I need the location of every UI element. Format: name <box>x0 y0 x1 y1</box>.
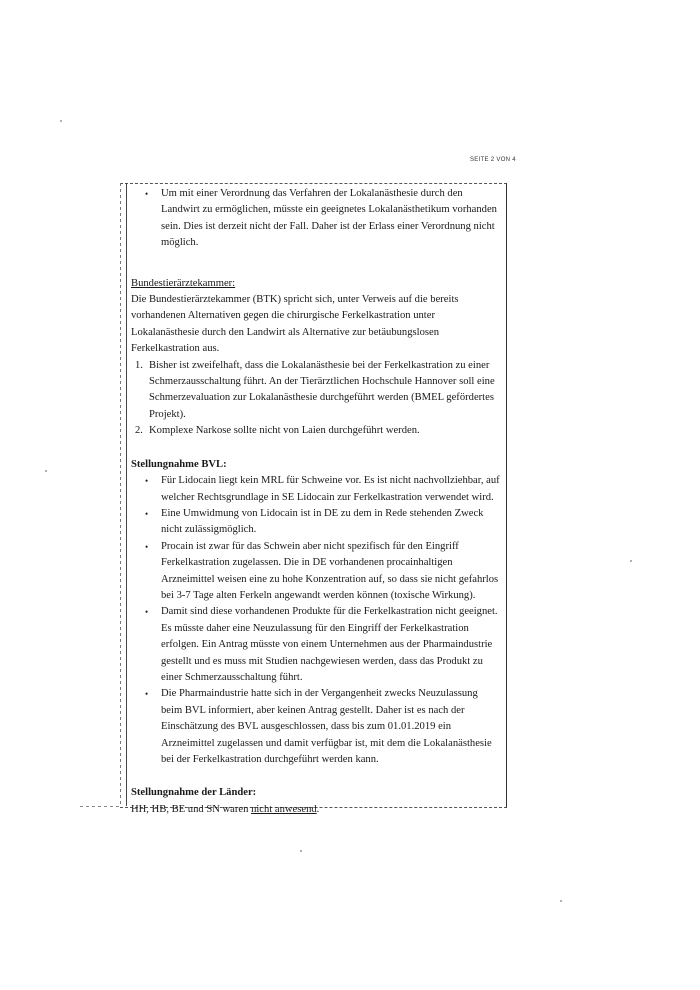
btk-intro: Die Bundestierärztekammer (BTK) spricht sich, unter Verweis auf die bereits vorhandenen Alternativen gegen die chirurgische Ferkelkastration unter Lokalanästhesie durch den Landwirt als Alternative zur betäubungslosen Ferkelkastration aus. <box>131 294 459 355</box>
bullet-icon: • <box>145 508 149 519</box>
list-item <box>131 604 501 686</box>
list-item <box>131 358 501 424</box>
laender-text <box>131 802 501 818</box>
laender-text-prefix: HH, HB, BE und SN waren <box>131 803 252 815</box>
scan-speck <box>630 560 632 562</box>
bvl-bullet-text: Damit sind diese vorhandenen Produkte für die Ferkelkastration nicht geeignet. Es müsste daher eine Neuzulassung für den Eingriff der Ferkelkastration erfolgen. Ein Antrag müsste von einem Unternehmen aus der Pharmaindustrie gestellt und es muss mit Studien nachgewiesen werden, dass das Produkt zu einer Schmerzausschaltung führt. <box>161 606 498 683</box>
scan-speck <box>560 900 562 902</box>
btk-item-text: Komplexe Narkose sollte nicht von Laien durchgeführt werden. <box>149 425 420 437</box>
scan-speck <box>300 850 302 852</box>
bvl-bullet-text: Für Lidocain liegt kein MRL für Schweine vor. Es ist nicht nachvollziehbar, auf welcher Rechtsgrundlage in SE Lidocain zur Ferkelkastration verwendet wird. <box>161 475 500 503</box>
bullet-icon: • <box>145 607 149 618</box>
margin-rule-outer <box>120 183 121 806</box>
document-body <box>131 186 501 818</box>
list-item <box>131 686 501 768</box>
bvl-bullet-list <box>131 473 501 768</box>
list-item <box>131 473 501 506</box>
intro-bullet-list <box>131 186 501 252</box>
bullet-icon: • <box>145 541 149 552</box>
bvl-bullet-text: Procain ist zwar für das Schwein aber nicht spezifisch für den Eingriff Ferkelkastration zugelassen. Die in DE vorhandenen procainhaltigen Arzneimittel weisen eine zu hohe Konzentration auf, so dass sie nicht gefahrlos bei 3-7 Tage alten Ferkeln angewandt werden können (toxische Wirkung). <box>161 540 499 601</box>
list-item <box>131 186 501 252</box>
bullet-icon: • <box>145 476 149 487</box>
btk-item-text: Bisher ist zweifelhaft, dass die Lokalanästhesie bei der Ferkelkastration zu einer Schmerzausschaltung führt. An der Tierärztlichen Hochschule Hannover soll eine Schmerzevaluation zur Lokalanästhesie durchgeführt werden (BMEL gefördertes Projekt). <box>149 359 495 420</box>
bullet-icon: • <box>145 689 149 700</box>
list-item <box>131 539 501 605</box>
laender-heading: Stellungnahme der Länder: <box>131 787 257 799</box>
list-item <box>131 506 501 539</box>
intro-bullet-text: Um mit einer Verordnung das Verfahren der Lokalanästhesie durch den Landwirt zu ermöglichen, müsste ein geeignetes Lokalanästhetikum vorhanden sein. Dies ist derzeit nicht der Fall. Daher ist der Erlass einer Verordnung nicht möglich. <box>161 188 497 249</box>
btk-numbered-list <box>131 358 501 440</box>
btk-heading: Bundestierärztekammer: <box>131 277 236 289</box>
list-number: 2. <box>135 425 143 437</box>
laender-text-suffix: . <box>316 803 320 815</box>
scan-speck <box>45 470 47 472</box>
bullet-icon: • <box>145 189 149 199</box>
margin-rule-inner <box>126 183 127 806</box>
scan-speck <box>60 120 62 122</box>
list-item <box>131 423 501 439</box>
bvl-heading: Stellungnahme BVL: <box>131 458 227 470</box>
margin-stub-line <box>80 806 120 807</box>
page-number: SEITE 2 VON 4 <box>470 157 516 163</box>
bvl-bullet-text: Die Pharmaindustrie hatte sich in der Vergangenheit zwecks Neuzulassung beim BVL informiert, aber keinen Antrag gestellt. Daher ist es nach der Einschätzung des BVL ausgeschlossen, dass bis zum 01.01.2019 ein Arzneimittel zugelassen und damit verfügbar ist, mit dem die Lokalanästhesie bei der Ferkelkastration durchgeführt werden kann. <box>161 688 492 765</box>
list-number: 1. <box>135 359 143 371</box>
bvl-bullet-text: Eine Umwidmung von Lidocain ist in DE zu dem in Rede stehenden Zweck nicht zulässigmöglich. <box>161 507 484 536</box>
laender-text-underlined: nicht anwesend <box>251 803 317 815</box>
